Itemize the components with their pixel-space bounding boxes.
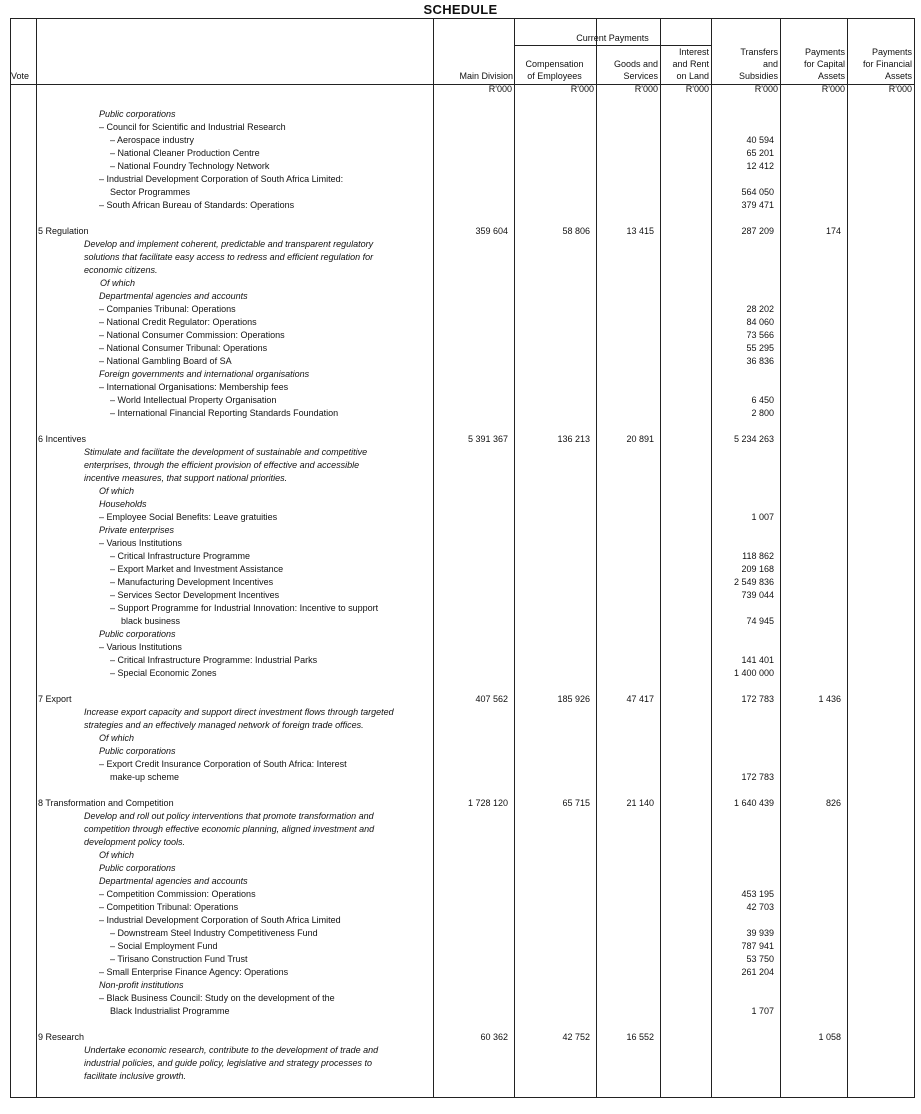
row-label: – Social Employment Fund <box>110 941 218 951</box>
cell-goods: 16 552 <box>626 1032 654 1042</box>
table-row <box>0 342 921 355</box>
table-row <box>0 355 921 368</box>
header-interest-line: on Land <box>676 71 709 81</box>
cell-transfers: 55 295 <box>746 343 774 353</box>
row-label: – Industrial Development Corporation of South Africa Limited: <box>99 174 344 184</box>
cell-capital: 826 <box>825 798 841 808</box>
unit-label-financial: R'000 <box>888 84 912 94</box>
table-row <box>0 225 921 238</box>
row-label: – International Organisations: Membership fees <box>99 382 289 392</box>
table-row <box>0 316 921 329</box>
table-row <box>0 381 921 394</box>
row-label: – Special Economic Zones <box>110 668 217 678</box>
cell-main: 1 728 120 <box>467 798 508 808</box>
cell-main: 5 391 367 <box>467 434 508 444</box>
table-row <box>0 498 921 511</box>
header-goods-line: Services <box>623 71 658 81</box>
cell-comp: 185 926 <box>557 694 590 704</box>
row-label: Private enterprises <box>99 525 175 535</box>
row-label: – Manufacturing Development Incentives <box>110 577 274 587</box>
table-row <box>0 563 921 576</box>
table-row <box>0 160 921 173</box>
row-label: – Competition Commission: Operations <box>99 889 256 899</box>
table-row <box>0 329 921 342</box>
header-comp-line: of Employees <box>527 71 582 81</box>
table-row <box>0 758 921 771</box>
cell-transfers: 84 060 <box>746 317 774 327</box>
row-label: make-up scheme <box>110 772 180 782</box>
cell-comp: 65 715 <box>562 798 590 808</box>
table-row <box>0 901 921 914</box>
header-financial-line: Assets <box>884 71 912 81</box>
table-row <box>0 667 921 680</box>
row-label: Of which <box>99 850 135 860</box>
table-row <box>0 810 921 823</box>
cell-transfers: 65 201 <box>746 148 774 158</box>
table-row <box>0 1057 921 1070</box>
table-row <box>0 433 921 446</box>
table-row <box>0 277 921 290</box>
row-label: Public corporations <box>99 746 176 756</box>
unit-label-comp: R'000 <box>570 84 594 94</box>
table-row <box>0 589 921 602</box>
cell-transfers: 28 202 <box>746 304 774 314</box>
row-label: solutions that facilitate easy access to redress and efficient regulation for <box>84 252 374 262</box>
row-label: Develop and roll out policy interventions that promote transformation and <box>84 811 374 821</box>
table-row <box>0 147 921 160</box>
header-transfers-line: Transfers <box>740 47 778 57</box>
cell-capital: 1 058 <box>818 1032 841 1042</box>
row-label: – National Cleaner Production Centre <box>110 148 260 158</box>
row-label: black business <box>121 616 181 626</box>
header-capital-line: for Capital <box>803 59 845 69</box>
table-row <box>0 641 921 654</box>
cell-goods: 21 140 <box>626 798 654 808</box>
table-row <box>0 537 921 550</box>
row-label: – National Consumer Commission: Operations <box>99 330 285 340</box>
cell-transfers: 564 050 <box>741 187 774 197</box>
table-row <box>0 966 921 979</box>
row-label: – Export Market and Investment Assistance <box>110 564 284 574</box>
row-label: facilitate inclusive growth. <box>84 1071 187 1081</box>
row-label: Of which <box>99 486 135 496</box>
table-row <box>0 693 921 706</box>
table-row <box>0 368 921 381</box>
unit-label-goods: R'000 <box>634 84 658 94</box>
cell-transfers: 118 862 <box>742 551 774 561</box>
row-label: – International Financial Reporting Standards Foundation <box>110 408 339 418</box>
row-label: – Employee Social Benefits: Leave gratuities <box>99 512 278 522</box>
cell-transfers: 40 594 <box>746 135 774 145</box>
table-row <box>0 303 921 316</box>
cell-transfers: 141 401 <box>741 655 774 665</box>
header-capital-line: Assets <box>817 71 845 81</box>
table-row <box>0 1031 921 1044</box>
table-row <box>0 979 921 992</box>
table-row <box>0 1070 921 1083</box>
table-row <box>0 173 921 186</box>
table-row <box>0 446 921 459</box>
row-label: – National Consumer Tribunal: Operations <box>99 343 268 353</box>
cell-transfers: 172 783 <box>741 694 774 704</box>
table-row <box>0 251 921 264</box>
row-label: – Support Programme for Industrial Innovation: Incentive to support <box>110 603 379 613</box>
cell-transfers: 453 195 <box>741 889 774 899</box>
header-capital-line: Payments <box>804 47 845 57</box>
table-row <box>0 576 921 589</box>
cell-transfers: 2 800 <box>751 408 774 418</box>
table-row <box>0 134 921 147</box>
cell-transfers: 787 941 <box>741 941 774 951</box>
row-label: – Tirisano Construction Fund Trust <box>110 954 248 964</box>
table-row <box>0 849 921 862</box>
row-label: – Export Credit Insurance Corporation of South Africa: Interest <box>99 759 347 769</box>
cell-transfers: 6 450 <box>751 395 774 405</box>
row-label: – Critical Infrastructure Programme <box>110 551 251 561</box>
row-label: strategies and an effectively managed network of foreign trade offices. <box>84 720 364 730</box>
cell-comp: 136 213 <box>557 434 590 444</box>
table-row <box>0 654 921 667</box>
cell-main: 407 562 <box>475 694 508 704</box>
table-row <box>0 823 921 836</box>
table-row <box>0 615 921 628</box>
table-row <box>0 1005 921 1018</box>
table-row <box>0 771 921 784</box>
table-row <box>0 888 921 901</box>
unit-label-interest: R'000 <box>685 84 709 94</box>
cell-transfers: 261 204 <box>741 967 774 977</box>
header-main-division: Main Division <box>459 71 513 81</box>
row-label: development policy tools. <box>84 837 186 847</box>
cell-capital: 1 436 <box>818 694 841 704</box>
cell-transfers: 39 939 <box>746 928 774 938</box>
cell-transfers: 739 044 <box>741 590 774 600</box>
cell-transfers: 73 566 <box>746 330 774 340</box>
cell-transfers: 1 007 <box>751 512 774 522</box>
cell-transfers: 36 836 <box>746 356 774 366</box>
row-label: – Small Enterprise Finance Agency: Operations <box>99 967 289 977</box>
table-row <box>0 394 921 407</box>
cell-transfers: 74 945 <box>746 616 774 626</box>
cell-transfers: 42 703 <box>746 902 774 912</box>
cell-transfers: 53 750 <box>746 954 774 964</box>
cell-comp: 42 752 <box>562 1032 590 1042</box>
row-label: incentive measures, that support national priorities. <box>84 473 288 483</box>
table-row <box>0 290 921 303</box>
row-label: – Companies Tribunal: Operations <box>99 304 236 314</box>
row-label: – National Gambling Board of SA <box>99 356 232 366</box>
row-label: – Various Institutions <box>99 538 182 548</box>
table-row <box>0 602 921 615</box>
row-label: 7 Export <box>38 694 72 704</box>
row-label: Public corporations <box>99 109 176 119</box>
header-current-payments: Current Payments <box>576 33 649 43</box>
cell-transfers: 287 209 <box>741 226 774 236</box>
table-row <box>0 472 921 485</box>
header-financial-line: Payments <box>871 47 912 57</box>
row-label: enterprises, through the efficient provision of effective and accessible <box>84 460 360 470</box>
table-row <box>0 1044 921 1057</box>
row-label: – Critical Infrastructure Programme: Industrial Parks <box>110 655 318 665</box>
table-row <box>0 199 921 212</box>
cell-transfers: 172 783 <box>741 772 774 782</box>
cell-transfers: 5 234 263 <box>733 434 774 444</box>
table-row <box>0 797 921 810</box>
table-row <box>0 927 921 940</box>
row-label: – Industrial Development Corporation of South Africa Limited <box>99 915 341 925</box>
row-label: – Black Business Council: Study on the development of the <box>99 993 335 1003</box>
row-label: Undertake economic research, contribute to the development of trade and <box>84 1045 379 1055</box>
row-label: Departmental agencies and accounts <box>99 876 248 886</box>
row-label: – Aerospace industry <box>110 135 195 145</box>
table-row <box>0 875 921 888</box>
table-row <box>0 459 921 472</box>
row-label: Develop and implement coherent, predictable and transparent regulatory <box>84 239 374 249</box>
row-label: – Services Sector Development Incentives <box>110 590 280 600</box>
row-label: 6 Incentives <box>38 434 87 444</box>
header-goods-line: Goods and <box>613 59 658 69</box>
cell-transfers: 2 549 836 <box>733 577 774 587</box>
cell-transfers: 379 471 <box>741 200 774 210</box>
row-label: – Downstream Steel Industry Competitiveness Fund <box>110 928 318 938</box>
table-row <box>0 862 921 875</box>
table-row <box>0 524 921 537</box>
table-row <box>0 940 921 953</box>
row-label: Increase export capacity and support direct investment flows through targeted <box>84 707 394 717</box>
cell-capital: 174 <box>825 226 841 236</box>
row-label: Households <box>99 499 147 509</box>
table-row <box>0 511 921 524</box>
row-label: – National Credit Regulator: Operations <box>99 317 257 327</box>
row-label: Foreign governments and international organisations <box>99 369 310 379</box>
unit-label-transfers: R'000 <box>754 84 778 94</box>
page-title: SCHEDULE <box>423 2 498 17</box>
cell-comp: 58 806 <box>562 226 590 236</box>
row-label: Public corporations <box>99 863 176 873</box>
row-label: Stimulate and facilitate the development of sustainable and competitive <box>84 447 368 457</box>
cell-goods: 20 891 <box>626 434 654 444</box>
cell-transfers: 1 400 000 <box>733 668 774 678</box>
table-row <box>0 550 921 563</box>
cell-main: 60 362 <box>480 1032 508 1042</box>
table-row <box>0 745 921 758</box>
cell-main: 359 604 <box>475 226 508 236</box>
table-row <box>0 628 921 641</box>
header-comp-line: Compensation <box>525 59 584 69</box>
header-vote: Vote <box>11 71 30 81</box>
row-label: Non-profit institutions <box>99 980 184 990</box>
table-row <box>0 108 921 121</box>
header-interest-line: Interest <box>678 47 709 57</box>
cell-transfers: 1 707 <box>751 1006 774 1016</box>
table-row <box>0 719 921 732</box>
row-label: competition through effective economic planning, aligned investment and <box>84 824 375 834</box>
row-label: – South African Bureau of Standards: Operations <box>99 200 295 210</box>
table-row <box>0 953 921 966</box>
table-row <box>0 238 921 251</box>
row-label: Of which <box>99 733 135 743</box>
table-row <box>0 732 921 745</box>
unit-label-capital: R'000 <box>821 84 845 94</box>
unit-label-main: R'000 <box>488 84 512 94</box>
cell-goods: 13 415 <box>626 226 654 236</box>
row-label: Of which <box>100 278 136 288</box>
header-interest-line: and Rent <box>672 59 709 69</box>
cell-transfers: 1 640 439 <box>733 798 774 808</box>
row-label: – National Foundry Technology Network <box>110 161 270 171</box>
row-label: – Council for Scientific and Industrial Research <box>99 122 286 132</box>
table-row <box>0 992 921 1005</box>
cell-transfers: 209 168 <box>741 564 774 574</box>
cell-transfers: 12 412 <box>746 161 774 171</box>
table-row <box>0 485 921 498</box>
table-row <box>0 264 921 277</box>
row-label: 8 Transformation and Competition <box>38 798 174 808</box>
row-label: – Various Institutions <box>99 642 182 652</box>
header-transfers-line: and <box>762 59 778 69</box>
row-label: economic citizens. <box>84 265 158 275</box>
row-label: 9 Research <box>38 1032 85 1042</box>
table-row <box>0 186 921 199</box>
table-row <box>0 121 921 134</box>
row-label: Departmental agencies and accounts <box>99 291 248 301</box>
row-label: Public corporations <box>99 629 176 639</box>
row-label: 5 Regulation <box>38 226 89 236</box>
row-label: Black Industrialist Programme <box>110 1006 230 1016</box>
table-row <box>0 706 921 719</box>
header-financial-line: for Financial <box>862 59 912 69</box>
table-row <box>0 914 921 927</box>
header-transfers-line: Subsidies <box>738 71 778 81</box>
table-row <box>0 836 921 849</box>
table-row <box>0 407 921 420</box>
row-label: – World Intellectual Property Organisation <box>110 395 277 405</box>
row-label: – Competition Tribunal: Operations <box>99 902 239 912</box>
row-label: industrial policies, and guide policy, legislative and strategy processes to <box>84 1058 372 1068</box>
cell-goods: 47 417 <box>626 694 654 704</box>
row-label: Sector Programmes <box>110 187 191 197</box>
